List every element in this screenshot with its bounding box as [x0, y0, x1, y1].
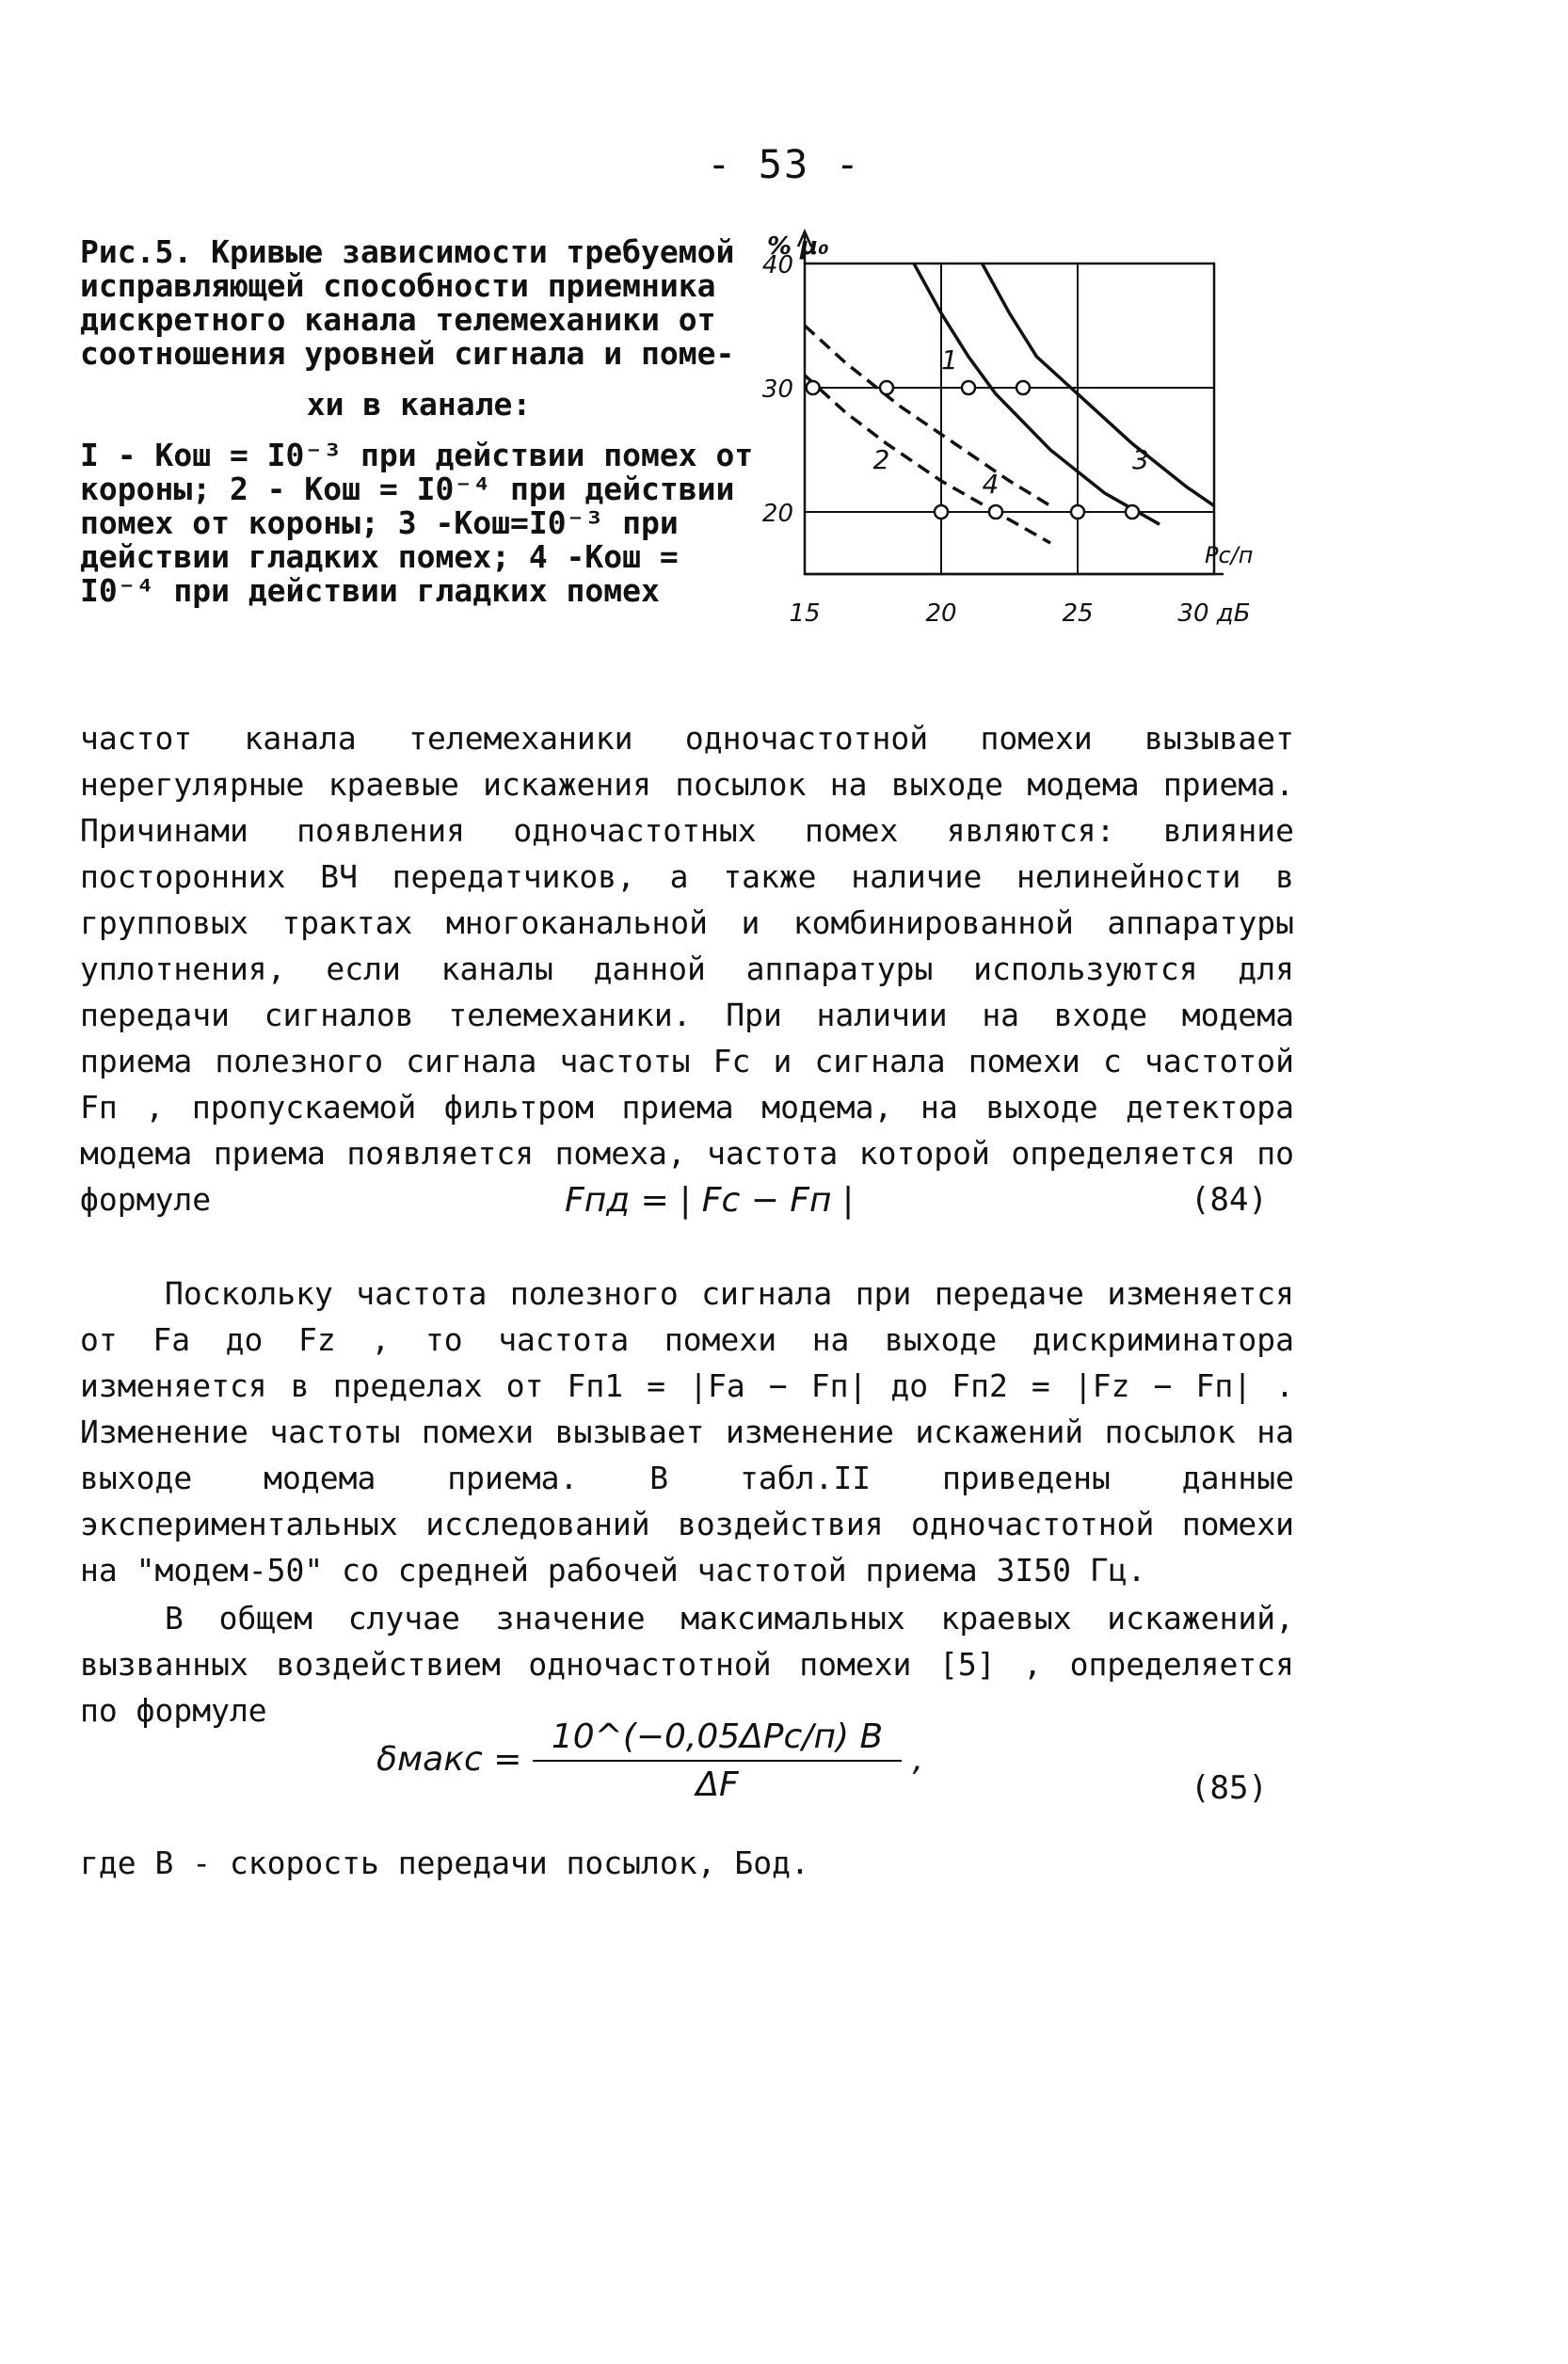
formula-85-lhs: δмакс =: [376, 1740, 522, 1779]
equation-number-85: (85): [1191, 1769, 1268, 1807]
curve-label-3: 3: [1132, 443, 1149, 475]
y-tick-label: 40: [761, 251, 793, 280]
data-point: [1016, 381, 1030, 394]
formula-85: [376, 1717, 923, 1804]
data-point: [880, 381, 893, 394]
curve-label-2: 2: [872, 443, 890, 475]
x-tick-label: 25: [1062, 599, 1094, 628]
paragraph-3-text: В общем случае значение максимальных краевых искажений, вызванных воздействием одночастотной помехи [5] , определяется по формуле: [80, 1600, 1294, 1729]
series-line-1: [914, 264, 1160, 524]
paragraph-2: [80, 1270, 1294, 1593]
data-point: [935, 505, 948, 519]
series-line-2: [805, 375, 1050, 543]
caption-title-end: хи в канале:: [306, 386, 532, 423]
y-tick-label: 20: [761, 500, 793, 528]
data-point: [1071, 505, 1084, 519]
formula-85-fraction: [533, 1717, 902, 1804]
paragraph-1: [80, 715, 1294, 1222]
x-tick-label: 30 дБ: [1177, 599, 1251, 628]
x-tick-label: 20: [925, 599, 957, 628]
paragraph-2-text: Поскольку частота полезного сигнала при передаче изменяется от Fа до Fz , то частота помехи на выходе дискриминатора изменяется в пределах от Fп1 = |Fа − Fп| до Fп2 = |Fz − Fп| . Изменение частоты помехи вызывает изменение искажений посылок на выходе модема приема. В табл.II приведены данные экспериментальных исследований воздействия одночастотной помехи на "модем-50" со средней рабочей частотой приема 3I50 Гц.: [80, 1275, 1294, 1589]
formula-85-denominator: ΔF: [696, 1765, 739, 1804]
formula-85-tail: ,: [912, 1740, 924, 1779]
data-point: [1126, 505, 1139, 519]
paragraph-1-text: частот канала телемеханики одночастотной помехи вызывает нерегулярные краевые искажения посылок на выходе модема приема. Причинами появления одночастотных помех являются: влияние посторонних ВЧ передатчиков, а также наличие нелинейности в групповых трактах многоканальной и комбинированной аппаратуры уплотнения, если каналы данной аппаратуры используются для передачи сигналов телемеханики. При наличии на входе модема приема полезного сигнала частоты Fc и сигнала помехи с частотой Fп , пропускаемой фильтром приема модема, на выходе детектора модема приема появляется помеха, частота которой определяется по формуле: [80, 720, 1294, 1218]
y-axis-label: % μ₀: [767, 232, 829, 261]
y-tick-label: 30: [761, 375, 793, 404]
data-point: [962, 381, 975, 394]
formula-84: Fпд = | Fc − Fп |: [565, 1181, 855, 1220]
equation-number-84: (84): [1191, 1181, 1268, 1219]
x-tick-label: 15: [789, 599, 821, 628]
figure-caption: [80, 235, 758, 625]
x-axis-label: Pc/п: [1205, 542, 1254, 568]
figure-chart: [734, 207, 1280, 659]
data-point: [807, 381, 820, 394]
formula-85-numerator: 10^(−0,05ΔPc/п) B: [533, 1717, 902, 1762]
series-line-4: [805, 326, 1050, 505]
where-clause: где B - скорость передачи посылок, Бод.: [80, 1845, 809, 1881]
paragraph-3: [80, 1595, 1294, 1733]
curve-label-4: 4: [982, 469, 1000, 501]
page-number: - 53 -: [707, 141, 861, 187]
curve-label-1: 1: [941, 344, 958, 376]
caption-legend: I - Kош = I0⁻³ при действии помех от короны; 2 - Kош = I0⁻⁴ при действии помех от короны; 3 -Kош=I0⁻³ при действии гладких помех; 4 -Kош = I0⁻⁴ при действии гладких помех: [80, 437, 754, 609]
data-point: [989, 505, 1002, 519]
caption-title: Рис.5. Кривые зависимости требуемой исправляющей способности приемника дискретного канала телемеханики от соотношения уровней сигнала и поме-: [80, 233, 735, 372]
